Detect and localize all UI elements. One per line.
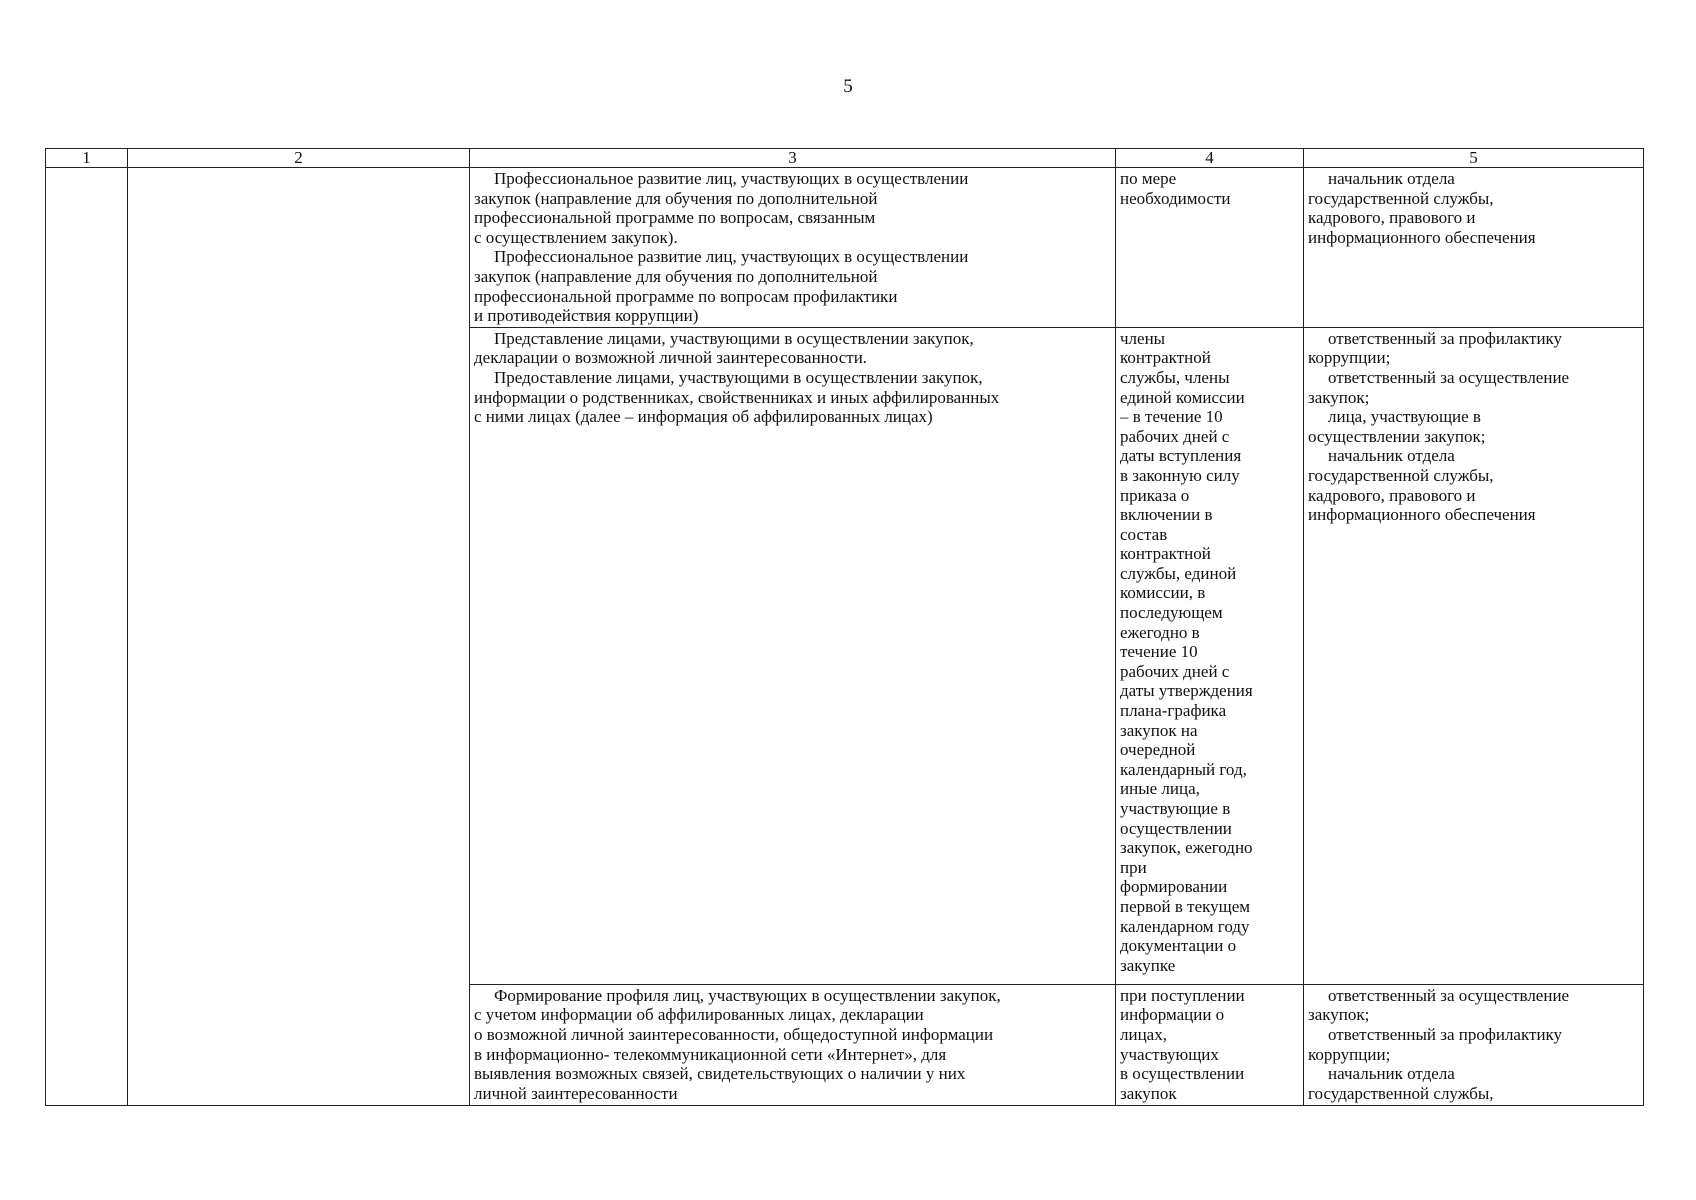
responsible-paragraph: начальник отдела государственной службы, кадрового, правового и информационного обеспечения (1308, 446, 1536, 525)
responsible-cell (1304, 984, 1644, 1105)
column-number-row (46, 149, 1644, 168)
measure-paragraph: Профессиональное развитие лиц, участвующих в осуществлении закупок (направление для обучения по дополнительной профессиональной программе по вопросам профилактики и противодействия коррупции) (474, 247, 969, 326)
column-number: 2 (128, 149, 470, 168)
term-cell (1116, 984, 1304, 1105)
responsible-paragraph: ответственный за осуществление закупок; (1308, 367, 1570, 407)
measure-paragraph: Профессиональное развитие лиц, участвующих в осуществлении закупок (направление для обучения по дополнительной профессиональной программе по вопросам, связанным с осуществлением закупок). (474, 169, 969, 247)
measure-cell (470, 168, 1116, 328)
measure-cell (470, 984, 1116, 1105)
risk-description-cell (128, 168, 470, 1106)
measure-paragraph: Представление лицами, участвующими в осуществлении закупок, декларации о возможной личной заинтересованности. (474, 328, 974, 368)
responsible-cell (1304, 327, 1644, 984)
responsible-paragraph: начальник отдела государственной службы, кадрового, правового и информационного обеспечения (1308, 169, 1536, 247)
term-cell (1116, 168, 1304, 328)
column-number: 4 (1116, 149, 1304, 168)
measures-table (45, 148, 1644, 1106)
term-text: по мере необходимости (1120, 169, 1231, 208)
column-number: 3 (470, 149, 1116, 168)
table-row (46, 168, 1644, 328)
responsible-paragraph: начальник отдела государственной службы, (1308, 1064, 1494, 1103)
column-number: 1 (46, 149, 128, 168)
responsible-paragraph: лица, участвующие в осуществлении закупок; (1308, 407, 1486, 446)
item-number-cell (46, 168, 128, 1106)
responsible-paragraph: ответственный за профилактику коррупции; (1308, 328, 1563, 368)
measure-cell (470, 327, 1116, 984)
measure-paragraph: Формирование профиля лиц, участвующих в осуществлении закупок, с учетом информации об аффилированных лицах, декларации о возможной личной заинтересованности, общедоступной информации в информационно- телекоммуникационной сети «Интернет», для выявления возможных связей, свидетельствующих о наличии у них личной заинтересованности (474, 985, 1001, 1103)
measure-paragraph: Предоставление лицами, участвующими в осуществлении закупок, информации о родственниках, свойственниках и иных аффилированных с ними лицах (далее – информация об аффилированных лицах) (474, 367, 1000, 427)
term-text: члены контрактной службы, члены единой комиссии – в течение 10 рабочих дней с даты вступления в законную силу приказа о включении в состав контрактной службы, единой комиссии, в последующем ежегодно в течение 10 рабочих дней с даты утверждения плана-графика закупок на очередной календарный год, иные лица, участвующие в осуществлении закупок, ежегодно при формировании первой в текущем календарном году документации о закупке (1120, 328, 1253, 975)
responsible-paragraph: ответственный за осуществление закупок; (1308, 985, 1570, 1025)
responsible-cell (1304, 168, 1644, 328)
column-number: 5 (1304, 149, 1644, 168)
responsible-paragraph: ответственный за профилактику коррупции; (1308, 1024, 1563, 1064)
page-number: 5 (843, 76, 853, 97)
term-text: при поступлении информации о лицах, участвующих в осуществлении закупок (1120, 985, 1245, 1103)
term-cell (1116, 327, 1304, 984)
